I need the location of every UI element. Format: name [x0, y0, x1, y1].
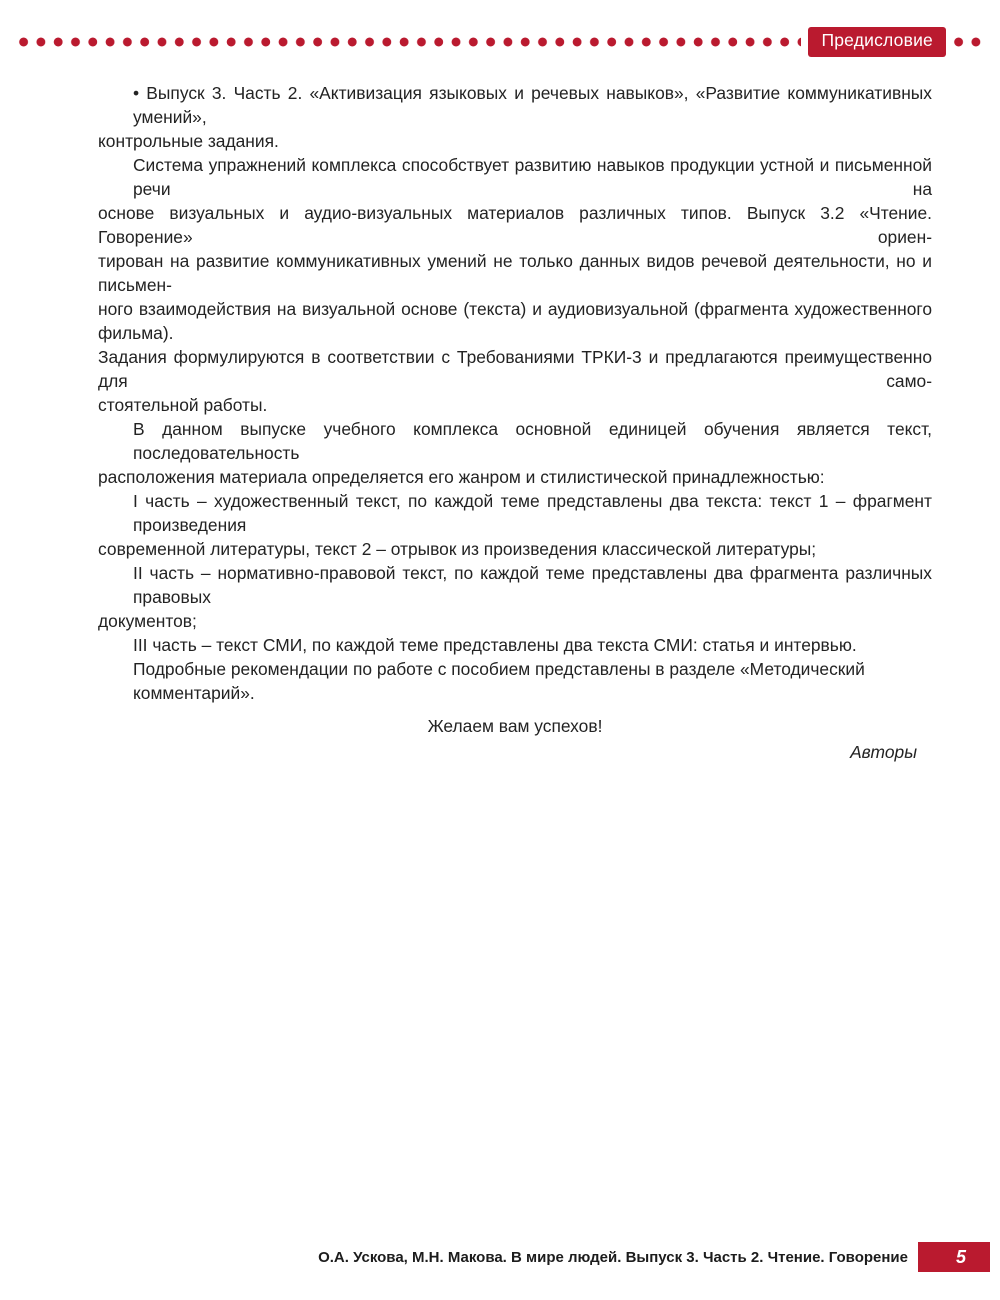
page-header	[15, 29, 986, 55]
page-number-box	[918, 1242, 990, 1272]
paragraph-line: стоятельной работы.	[98, 395, 268, 415]
paragraph-line: документов;	[98, 611, 197, 631]
page-footer	[318, 1242, 990, 1272]
dotted-divider-left	[15, 37, 801, 47]
paragraph-line: ного взаимодействия на визуальной основе (текста) и аудиовизуальной (фрагмента художественного фильма).	[98, 299, 932, 343]
paragraph-line: Система упражнений комплекса способствует развитию навыков продукции устной и письменной речи на	[133, 155, 932, 199]
paragraph-line: II часть – нормативно-правовой текст, по каждой теме представлены два фрагмента различных правовых	[133, 563, 932, 607]
paragraph-line: современной литературы, текст 2 – отрывок из произведения классической литературы;	[98, 539, 817, 559]
paragraph-line: III часть – текст СМИ, по каждой теме представлены два текста СМИ: статья и интервью.	[133, 635, 857, 655]
authors-signature: Авторы	[850, 742, 917, 762]
paragraph-line: расположения материала определяется его жанром и стилистической принадлежностью:	[98, 467, 825, 487]
page-number: 5	[955, 1246, 966, 1267]
paragraph-line: контрольные задания.	[98, 131, 279, 151]
chapter-badge: Предисловие	[808, 27, 946, 57]
preface-text	[98, 81, 932, 764]
dotted-divider-right	[950, 37, 986, 47]
paragraph-line: Подробные рекомендации по работе с пособием представлены в разделе «Методический комментарий».	[133, 659, 865, 703]
paragraph-line: • Выпуск 3. Часть 2. «Активизация языковых и речевых навыков», «Развитие коммуникативных умений»,	[133, 83, 932, 127]
paragraphs	[98, 81, 932, 705]
paragraph-line: основе визуальных и аудио-визуальных материалов различных типов. Выпуск 3.2 «Чтение. Говорение» ориен-	[98, 203, 932, 247]
paragraph-line: тирован на развитие коммуникативных умений не только данных видов речевой деятельности, но и письмен-	[98, 251, 932, 295]
paragraph-line: Задания формулируются в соответствии с Требованиями ТРКИ-3 и предлагаются преимущественно для само-	[98, 347, 932, 391]
book-info: О.А. Ускова, М.Н. Макова. В мире людей. Выпуск 3. Часть 2. Чтение. Говорение	[318, 1248, 908, 1266]
closing-wish: Желаем вам успехов!	[427, 716, 603, 736]
paragraph-line: I часть – художественный текст, по каждой теме представлены два текста: текст 1 – фрагмент произведения	[133, 491, 932, 535]
paragraph-line: В данном выпуске учебного комплекса основной единицей обучения является текст, последовательность	[133, 419, 932, 463]
